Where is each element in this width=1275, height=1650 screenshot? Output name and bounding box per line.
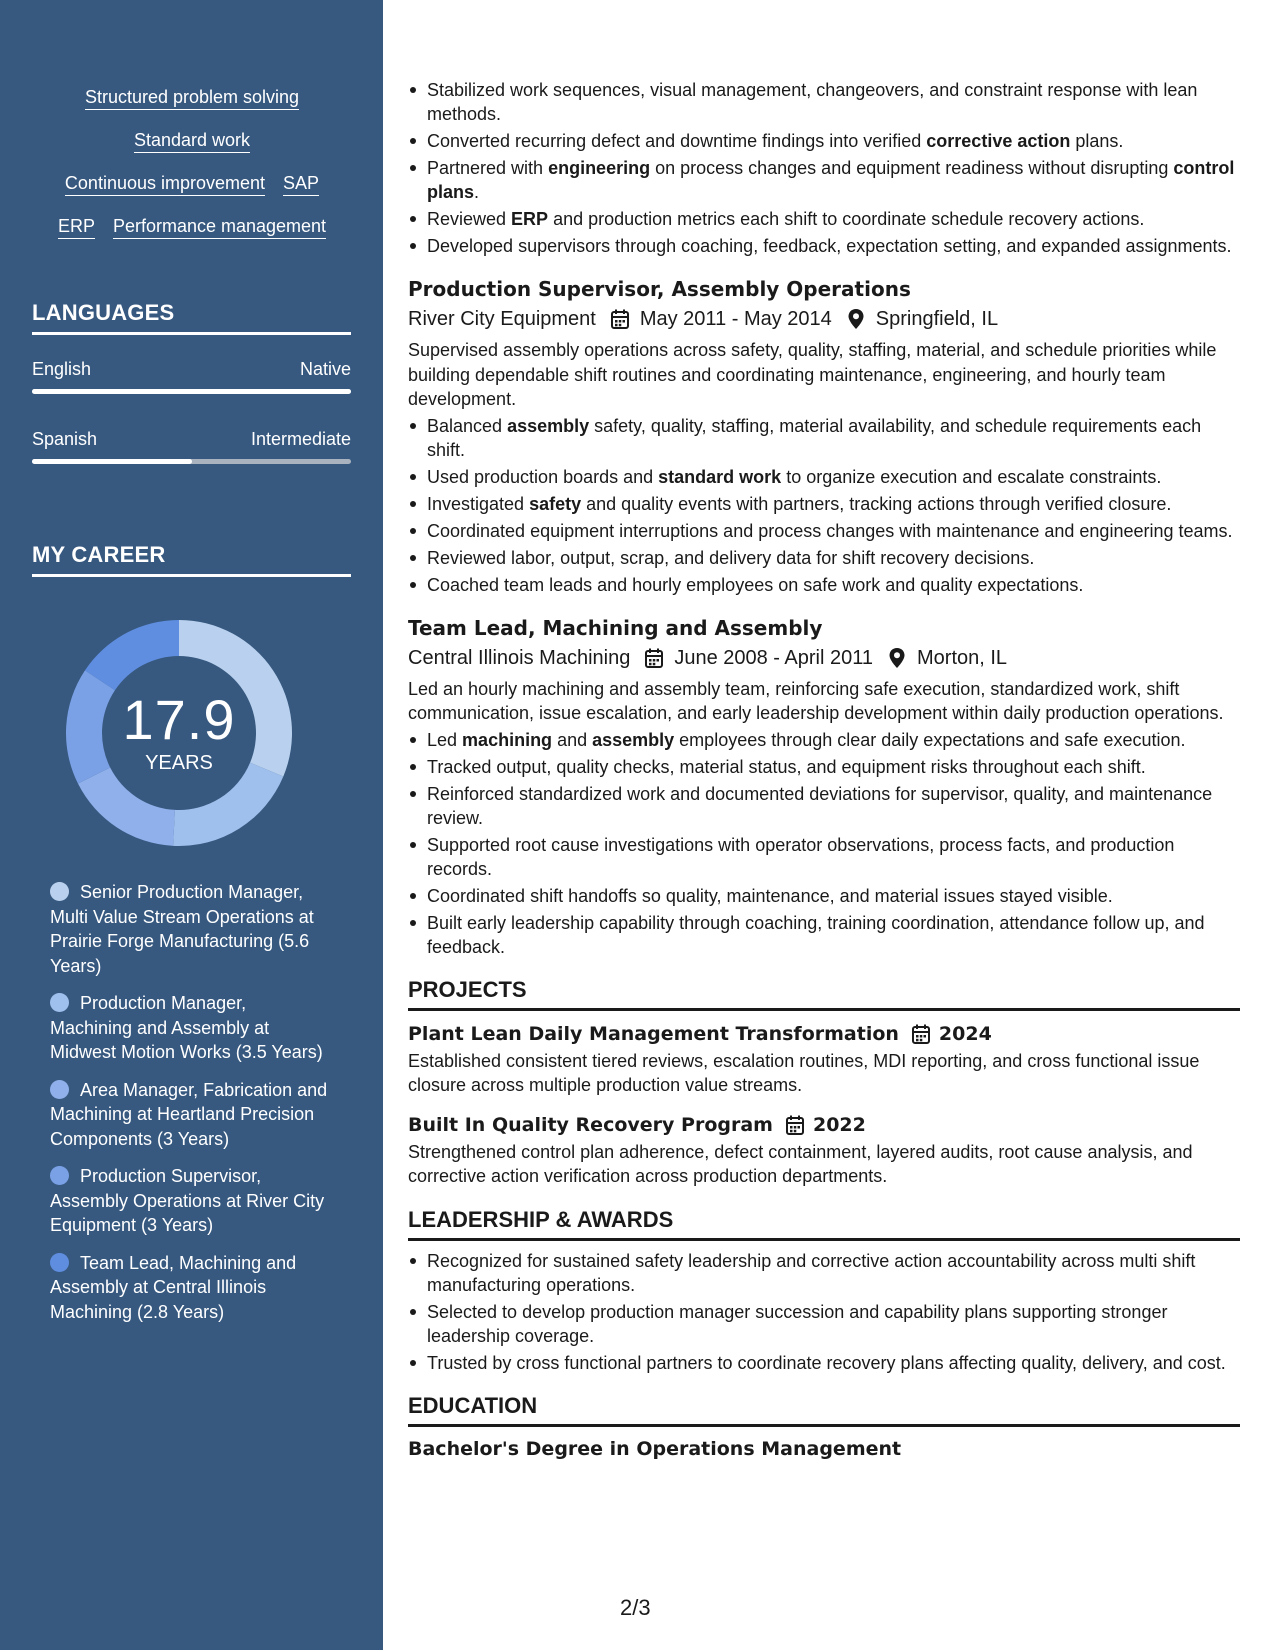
- project-year: 2024: [938, 1022, 992, 1045]
- language-proficiency-bar: [32, 459, 351, 464]
- job-company: Central Illinois Machining: [408, 646, 631, 669]
- language-name: English: [32, 359, 92, 379]
- career-item: [50, 1164, 328, 1238]
- career-item: [50, 1078, 328, 1152]
- language-proficiency-fill: [32, 459, 192, 464]
- career-item-text: Production Manager, Machining and Assembly at Midwest Motion Works (3.5 Years): [50, 993, 323, 1062]
- bullet-item: Developed supervisors through coaching, feedback, expectation setting, and expanded assignments.: [408, 234, 1240, 258]
- career-heading: MY CAREER: [32, 542, 351, 577]
- job-title: Production Supervisor, Assembly Operations: [408, 277, 911, 301]
- project-entry: [408, 1019, 1240, 1098]
- career-dot-icon: [50, 1080, 69, 1099]
- skill-row: [32, 172, 352, 196]
- career-total: [66, 620, 292, 846]
- job-summary: Supervised assembly operations across safety, quality, staffing, material, and schedule priorities while building dependable shift routines and coordinating maintenance, engineering, and hourly team development.: [408, 340, 1217, 409]
- calendar-icon: [644, 647, 664, 669]
- awards-heading: LEADERSHIP & AWARDS: [408, 1207, 1240, 1241]
- career-dot-icon: [50, 1253, 69, 1272]
- job-meta: [408, 643, 1240, 673]
- award-item: Trusted by cross functional partners to coordinate recovery plans affecting quality, delivery, and cost.: [408, 1351, 1240, 1375]
- job-title: Team Lead, Machining and Assembly: [408, 615, 823, 640]
- job-meta: [408, 304, 1240, 334]
- career-dot-icon: [50, 1166, 69, 1185]
- skill-tag: ERP: [58, 215, 95, 239]
- language-spanish: [32, 428, 351, 464]
- page-number: 2/3: [620, 1595, 651, 1620]
- main-content: [408, 78, 1240, 1463]
- career-item: [50, 880, 328, 978]
- skill-row: [32, 129, 352, 153]
- skill-tag: SAP: [283, 172, 319, 196]
- project-description: Established consistent tiered reviews, escalation routines, MDI reporting, and cross functional issue closure across multiple production value streams.: [408, 1050, 1200, 1095]
- bullet-item: Converted recurring defect and downtime findings into verified corrective action plans.: [408, 129, 1240, 153]
- project-entry: [408, 1110, 1240, 1189]
- job-dates: June 2008 - April 2011: [674, 646, 873, 669]
- skill-tag: Continuous improvement: [65, 172, 265, 196]
- language-proficiency-fill: [32, 389, 351, 394]
- job-dates: May 2011 - May 2014: [639, 308, 832, 330]
- project-title-row: [408, 1019, 1240, 1049]
- skill-row: [32, 215, 352, 239]
- career-total-number: 17.9: [122, 687, 236, 751]
- career-item: [50, 1251, 328, 1325]
- career-item-text: Area Manager, Fabrication and Machining at Heartland Precision Components (3 Years): [50, 1079, 328, 1149]
- project-title: Built In Quality Recovery Program: [408, 1113, 773, 1136]
- language-level: Intermediate: [250, 429, 351, 449]
- project-title: Plant Lean Daily Management Transformation: [408, 1022, 899, 1045]
- career-dot-icon: [50, 993, 69, 1012]
- bullet-item: Partnered with engineering on process changes and equipment readiness without disrupting control plans.: [408, 156, 1240, 204]
- education-heading: EDUCATION: [408, 1393, 1240, 1427]
- project-description: Strengthened control plan adherence, defect containment, layered audits, root cause analysis, and corrective action verification across production departments.: [408, 1141, 1193, 1186]
- project-year: 2022: [812, 1113, 866, 1136]
- job-summary: Led an hourly machining and assembly team, reinforcing safe execution, standardized work, shift communication, issue escalation, and early leadership development within daily production operations.: [408, 678, 1224, 723]
- bullet-item: Supported root cause investigations with operator observations, process facts, and production records.: [408, 833, 1240, 881]
- career-item: [50, 991, 328, 1065]
- career-list: [50, 880, 328, 1337]
- bullet-item: Investigated safety and quality events with partners, tracking actions through verified closure.: [408, 492, 1240, 516]
- bullet-item: Reviewed labor, output, scrap, and delivery data for shift recovery decisions.: [408, 546, 1240, 570]
- skill-row: [32, 86, 352, 110]
- skill-tag: Standard work: [134, 129, 250, 153]
- award-item: Recognized for sustained safety leadership and corrective action accountability across multi shift manufacturing operations.: [408, 1249, 1240, 1297]
- award-item: Selected to develop production manager succession and capability plans supporting stronger leadership coverage.: [408, 1300, 1240, 1348]
- job-bullets: [408, 414, 1240, 597]
- language-name: Spanish: [32, 429, 98, 449]
- bullet-item: Reviewed ERP and production metrics each shift to coordinate schedule recovery actions.: [408, 207, 1240, 231]
- sidebar: [0, 0, 383, 1650]
- job-bullets: [408, 728, 1240, 959]
- calendar-icon: [785, 1114, 805, 1136]
- awards-list: [408, 1249, 1240, 1375]
- calendar-icon: [610, 308, 630, 330]
- education-degree: Bachelor's Degree in Operations Management: [408, 1437, 902, 1460]
- bullet-item: Coordinated shift handoffs so quality, maintenance, and material issues stayed visible.: [408, 884, 1240, 908]
- bullet-item: Built early leadership capability through coaching, training coordination, attendance follow up, and feedback.: [408, 911, 1240, 959]
- bullet-item: Used production boards and standard work to organize execution and escalate constraints.: [408, 465, 1240, 489]
- language-level: Native: [299, 359, 351, 379]
- project-title-row: [408, 1110, 1240, 1140]
- bullet-item: Coached team leads and hourly employees on safe work and quality expectations.: [408, 573, 1240, 597]
- experience-continued-bullets: [408, 78, 1240, 258]
- career-item-text: Production Supervisor, Assembly Operations at River City Equipment (3 Years): [50, 1166, 325, 1235]
- career-item-text: Team Lead, Machining and Assembly at Central Illinois Machining (2.8 Years): [50, 1252, 297, 1322]
- career-donut-chart: [66, 620, 292, 846]
- calendar-icon: [911, 1023, 931, 1045]
- job-company: River City Equipment: [408, 308, 596, 330]
- language-english: [32, 358, 351, 394]
- skills-list: [32, 86, 352, 258]
- bullet-item: Led machining and assembly employees through clear daily expectations and safe execution.: [408, 728, 1240, 752]
- map-pin-icon: [846, 308, 866, 330]
- languages-heading: LANGUAGES: [32, 300, 351, 335]
- career-total-unit: YEARS: [145, 751, 213, 774]
- bullet-item: Balanced assembly safety, quality, staffing, material availability, and schedule requirements each shift.: [408, 414, 1240, 462]
- job-location: Springfield, IL: [875, 308, 999, 330]
- job-entry: [408, 614, 1240, 959]
- bullet-item: Reinforced standardized work and documented deviations for supervisor, quality, and maintenance review.: [408, 782, 1240, 830]
- skill-tag: Performance management: [113, 215, 326, 239]
- language-proficiency-bar: [32, 389, 351, 394]
- map-pin-icon: [887, 647, 907, 669]
- projects-heading: PROJECTS: [408, 977, 1240, 1011]
- job-entry: [408, 275, 1240, 597]
- skill-tag: Structured problem solving: [85, 86, 299, 110]
- job-location: Morton, IL: [917, 646, 1008, 669]
- career-dot-icon: [50, 882, 69, 901]
- career-item-text: Senior Production Manager, Multi Value Stream Operations at Prairie Forge Manufacturing (5.6 Years): [50, 882, 314, 976]
- bullet-item: Stabilized work sequences, visual management, changeovers, and constraint response with lean methods.: [408, 78, 1240, 126]
- bullet-item: Tracked output, quality checks, material status, and equipment risks throughout each shift.: [408, 755, 1240, 779]
- bullet-item: Coordinated equipment interruptions and process changes with maintenance and engineering teams.: [408, 519, 1240, 543]
